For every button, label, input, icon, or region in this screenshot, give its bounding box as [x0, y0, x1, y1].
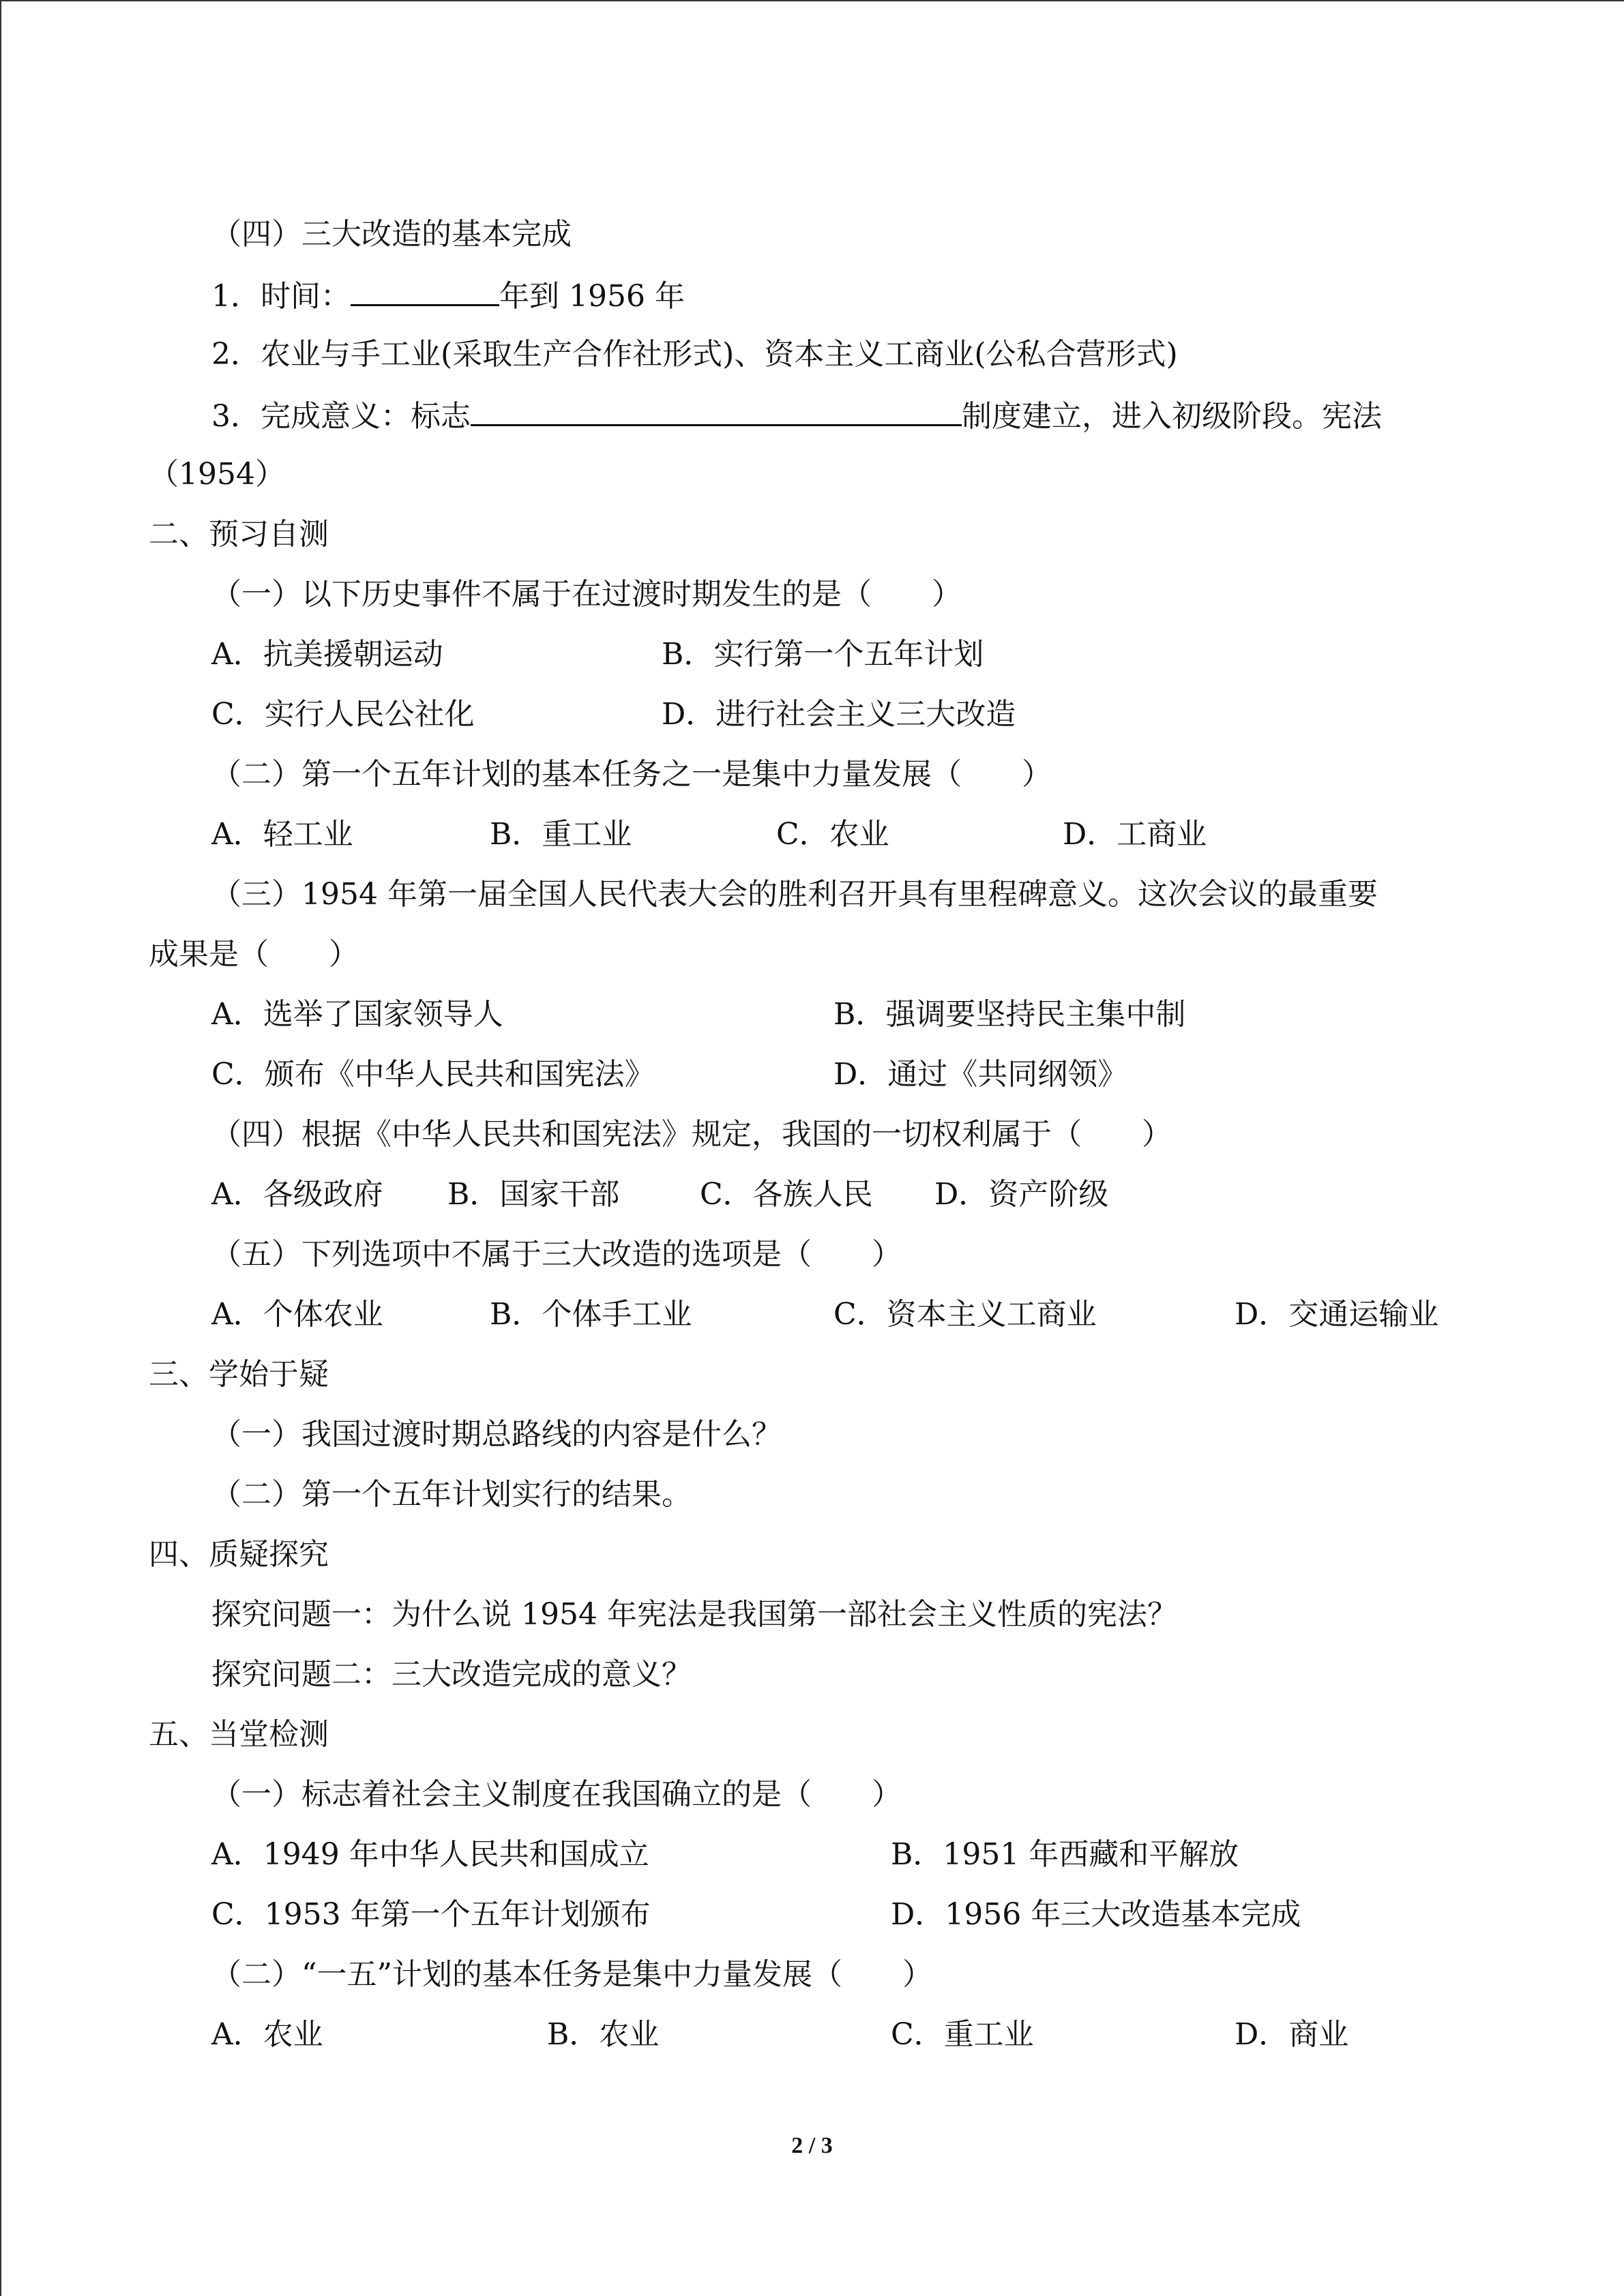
- option-b[interactable]: B．实行第一个五年计划: [662, 637, 984, 672]
- inquiry-question: 探究问题二：三大改造完成的意义？: [211, 1657, 692, 1692]
- option-b[interactable]: B．农业: [547, 2017, 660, 2052]
- question-line: （一）我国过渡时期总路线的内容是什么？: [211, 1417, 782, 1452]
- option-a[interactable]: A．农业: [211, 2017, 323, 2052]
- option-d[interactable]: D．工商业: [1063, 817, 1207, 852]
- option-d[interactable]: D．资产阶级: [934, 1177, 1109, 1212]
- option-d[interactable]: D．1956 年三大改造基本完成: [891, 1897, 1301, 1932]
- part-5-title: 五、当堂检测: [149, 1717, 329, 1752]
- option-a[interactable]: A．个体农业: [211, 1297, 383, 1332]
- option-b[interactable]: B．1951 年西藏和平解放: [891, 1837, 1239, 1872]
- item-3-suffix: 制度建立，进入初级阶段。宪法: [962, 399, 1382, 434]
- option-c[interactable]: C．颁布《中华人民共和国宪法》: [211, 1057, 655, 1092]
- option-c[interactable]: C．1953 年第一个五年计划颁布: [211, 1897, 651, 1932]
- option-c[interactable]: C．实行人民公社化: [211, 697, 475, 732]
- option-a[interactable]: A．抗美援朝运动: [211, 637, 443, 672]
- question-stem: （一）标志着社会主义制度在我国确立的是（ ）: [211, 1777, 902, 1812]
- option-d[interactable]: D．进行社会主义三大改造: [662, 697, 1016, 732]
- option-d[interactable]: D．交通运输业: [1235, 1297, 1439, 1332]
- question-stem: （二）“一五”计划的基本任务是集中力量发展（ ）: [211, 1957, 932, 1992]
- question-stem: （三）1954 年第一届全国人民代表大会的胜利召开具有里程碑意义。这次会议的最重要: [211, 877, 1378, 912]
- question-stem: （五）下列选项中不属于三大改造的选项是（ ）: [211, 1237, 902, 1272]
- question-line: （二）第一个五年计划实行的结果。: [211, 1477, 692, 1512]
- option-d[interactable]: D．通过《共同纲领》: [833, 1057, 1128, 1092]
- item-3-prefix: 3．完成意义：标志: [211, 399, 471, 434]
- part-4-title: 四、质疑探究: [149, 1537, 329, 1572]
- time-line: [211, 274, 685, 317]
- inquiry-question: 探究问题一：为什么说 1954 年宪法是我国第一部社会主义性质的宪法？: [211, 1597, 1177, 1632]
- question-stem: （二）第一个五年计划的基本任务之一是集中力量发展（ ）: [211, 757, 1052, 792]
- option-b[interactable]: B．强调要坚持民主集中制: [833, 997, 1186, 1032]
- fill-blank-system[interactable]: [471, 394, 962, 426]
- option-a[interactable]: A．1949 年中华人民共和国成立: [211, 1837, 649, 1872]
- option-c[interactable]: C．资本主义工商业: [833, 1297, 1097, 1332]
- item-3-line: [211, 394, 1382, 437]
- part-3-title: 三、学始于疑: [149, 1357, 329, 1392]
- time-suffix: 年到 1956 年: [499, 279, 685, 314]
- option-a[interactable]: A．选举了国家领导人: [211, 997, 503, 1032]
- option-c[interactable]: C．各族人民: [700, 1177, 873, 1212]
- section-heading: （四）三大改造的基本完成: [211, 217, 572, 252]
- question-stem: （一）以下历史事件不属于在过渡时期发生的是（ ）: [211, 577, 962, 612]
- fill-blank-year[interactable]: [351, 274, 499, 306]
- part-2-title: 二、预习自测: [149, 517, 329, 552]
- option-a[interactable]: A．轻工业: [211, 817, 353, 852]
- item-3-continuation: （1954）: [149, 457, 285, 492]
- option-b[interactable]: B．个体手工业: [490, 1297, 692, 1332]
- option-b[interactable]: B．国家干部: [447, 1177, 620, 1212]
- option-a[interactable]: A．各级政府: [211, 1177, 383, 1212]
- option-b[interactable]: B．重工业: [490, 817, 632, 852]
- option-d[interactable]: D．商业: [1235, 2017, 1349, 2052]
- item-2: 2．农业与手工业(采取生产合作社形式)、资本主义工商业(公私合营形式): [211, 337, 1178, 372]
- time-prefix: 1．时间：: [211, 279, 351, 314]
- option-c[interactable]: C．重工业: [891, 2017, 1034, 2052]
- page-number: 2 / 3: [791, 2133, 833, 2158]
- option-c[interactable]: C．农业: [776, 817, 889, 852]
- question-stem-continuation: 成果是（ ）: [149, 937, 359, 972]
- question-stem: （四）根据《中华人民共和国宪法》规定，我国的一切权利属于（ ）: [211, 1117, 1172, 1152]
